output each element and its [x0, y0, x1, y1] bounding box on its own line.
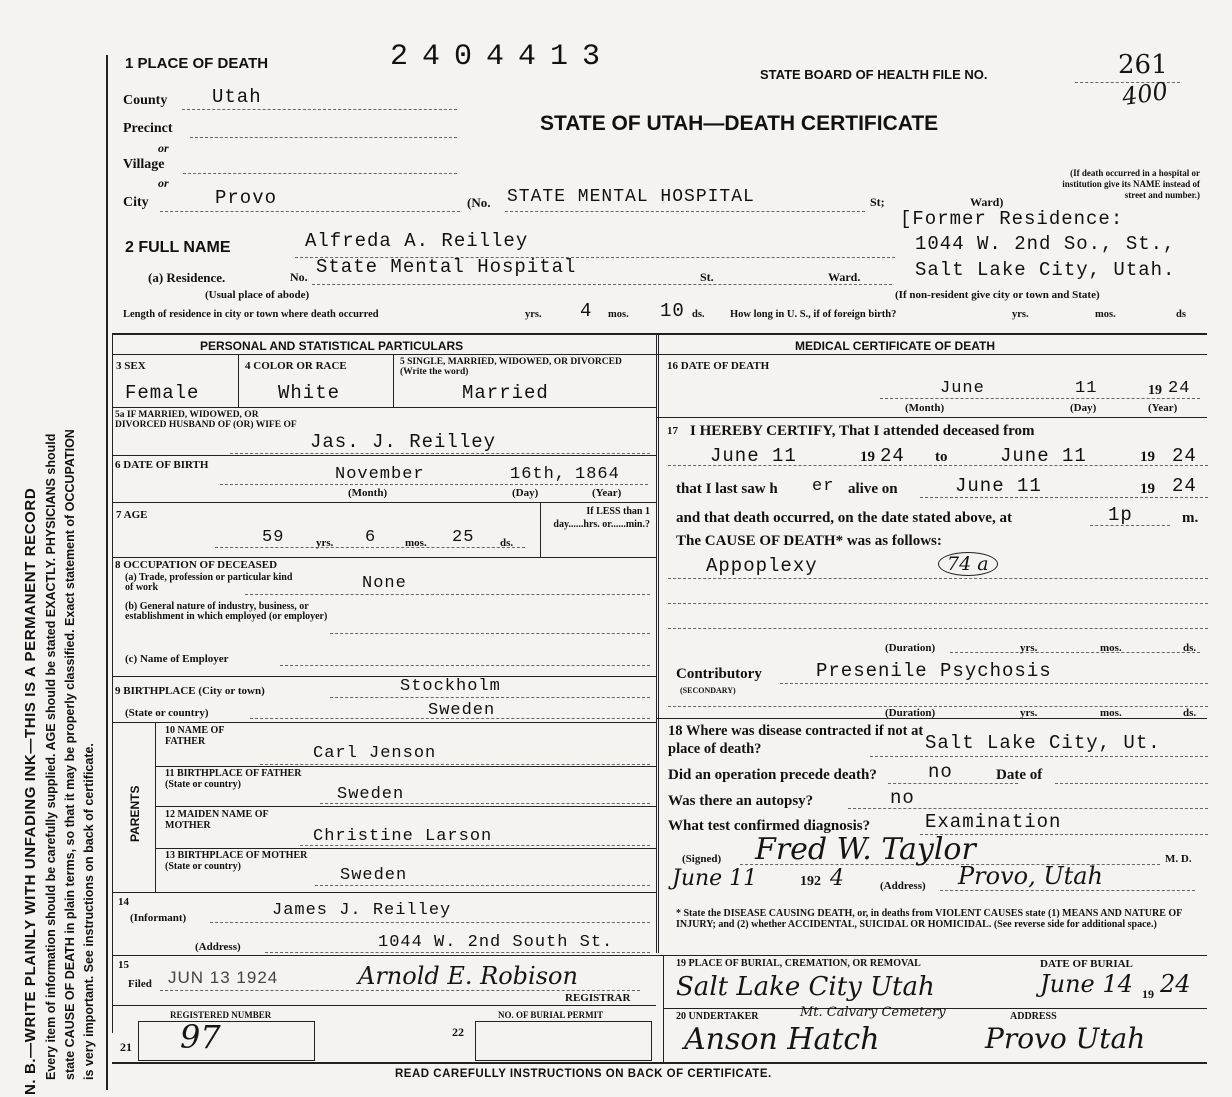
cause-code: 74 a — [938, 552, 998, 576]
dob-year-label: (Year) — [592, 487, 622, 499]
filed-number: 15 — [118, 959, 129, 971]
last-saw-date: June 11 — [955, 475, 1042, 497]
autopsy-value: no — [890, 787, 915, 809]
residence-value: State Mental Hospital — [316, 256, 577, 278]
duration-yrs-2: yrs. — [1020, 707, 1038, 719]
former-residence-label: [Former Residence: — [900, 208, 1124, 230]
burial-permit-label: NO. OF BURIAL PERMIT — [498, 1010, 604, 1020]
birthplace-city: Stockholm — [400, 677, 501, 696]
institution-no-label: (No. — [467, 195, 491, 210]
duration-ds-1: ds. — [1183, 642, 1197, 654]
institution-note: (If death occurred in a hospital or institution give its NAME instead of street and number.) — [1062, 168, 1200, 200]
less-than-day-label: If LESS than 1 day......hrs. or......min.? — [553, 506, 650, 530]
disease-where-value: Salt Lake City, Ut. — [925, 732, 1161, 754]
residence-label: (a) Residence. — [148, 270, 226, 285]
sex-value: Female — [125, 382, 200, 404]
city-value: Provo — [215, 187, 278, 209]
dob-month-label: (Month) — [348, 487, 388, 499]
length-residence-label: Length of residence in city or town where death occurred — [123, 309, 379, 320]
duration-label-1: (Duration) — [885, 642, 936, 654]
father-birthplace-value: Sweden — [337, 785, 405, 804]
city-label: City — [123, 195, 149, 210]
cause-value: Appoplexy — [706, 555, 818, 577]
duration-mos-1: mos. — [1100, 642, 1122, 654]
age-yrs-label: yrs. — [316, 537, 334, 549]
length-yrs-label: yrs. — [525, 309, 542, 320]
cause-label: The CAUSE OF DEATH* was as follows: — [676, 533, 942, 549]
spouse-label: 5a IF MARRIED, WIDOWED, OR DIVORCED HUSBAND OF (OR) WIFE OF — [115, 410, 297, 430]
county-label: County — [123, 93, 168, 108]
registered-number-value: 97 — [180, 1018, 221, 1056]
age-mos-label: mos. — [405, 537, 427, 549]
residence-st-label: St. — [700, 270, 714, 284]
dob-label: 6 DATE OF BIRTH — [115, 459, 209, 471]
or-label-2: or — [158, 176, 169, 190]
institution-ward-label: Ward) — [970, 195, 1004, 209]
dod-day: 11 — [1075, 379, 1098, 398]
length-ds-label: ds. — [692, 309, 705, 320]
last-saw-er: er — [812, 477, 835, 496]
death-time: 1p — [1108, 504, 1133, 526]
village-label: Village — [123, 157, 165, 172]
informant-address-value: 1044 W. 2nd South St. — [378, 933, 614, 952]
full-name-value: Alfreda A. Reilley — [305, 230, 529, 252]
certify-text: I HEREBY CERTIFY, That I attended deceased from — [690, 423, 1035, 439]
burial-place-value: Salt Lake City Utah — [676, 972, 935, 1002]
race-label: 4 COLOR OR RACE — [245, 360, 347, 372]
place-of-death-label: 1 PLACE OF DEATH — [125, 55, 269, 72]
dob-day: 16th, — [510, 465, 567, 484]
certify-number: 17 — [667, 425, 678, 437]
filed-date-stamp: JUN 13 1924 — [168, 968, 279, 987]
registered-number-box — [138, 1021, 315, 1061]
death-time-m: m. — [1182, 510, 1199, 526]
informant-address-label: (Address) — [195, 941, 241, 953]
signed-year: 4 — [830, 866, 844, 891]
marital-label: 5 SINGLE, MARRIED, WIDOWED, OR DIVORCED (Write the word) — [400, 357, 622, 377]
certificate-title: STATE OF UTAH—DEATH CERTIFICATE — [540, 112, 939, 135]
informant-value: James J. Reilley — [272, 901, 452, 920]
attended-to-century: 19 — [1140, 449, 1155, 465]
dod-month: June — [940, 379, 985, 398]
file-number-stamp: 2404413 — [390, 40, 615, 74]
father-label: 10 NAME OF FATHER — [165, 725, 225, 747]
duration-mos-2: mos. — [1100, 707, 1122, 719]
date-of-label: Date of — [996, 767, 1043, 783]
dod-day-label: (Day) — [1070, 402, 1097, 414]
cause-footnote: * State the DISEASE CAUSING DEATH, or, in deaths from VIOLENT CAUSES state (1) MEANS AND NATURE OF INJURY; and (2) whether ACCIDENTAL, SUICIDAL OR HOMICIDAL. (See reverse side for additional space.) — [676, 908, 1182, 930]
state-country-label: (State or country) — [125, 707, 209, 719]
disease-where-label: 18 Where was disease contracted if not at place of death? — [668, 723, 924, 757]
former-residence-street: 1044 W. 2nd So., St., — [915, 233, 1176, 255]
registered-number-label: REGISTERED NUMBER — [170, 1010, 272, 1020]
sex-label: 3 SEX — [116, 360, 146, 372]
physician-address-label: (Address) — [880, 880, 926, 892]
age-label: 7 AGE — [116, 509, 148, 521]
dod-year: 24 — [1168, 379, 1191, 398]
age-months: 6 — [365, 528, 377, 547]
dod-century: 19 — [1148, 383, 1162, 398]
dob-day-label: (Day) — [512, 487, 539, 499]
md-label: M. D. — [1165, 853, 1192, 865]
former-residence-city: Salt Lake City, Utah. — [915, 259, 1176, 281]
father-birthplace-label: 11 BIRTHPLACE OF FATHER (State or country) — [165, 768, 302, 790]
undertaker-value: Anson Hatch — [684, 1022, 880, 1057]
dob-year: 1864 — [575, 465, 620, 484]
age-ds-label: ds. — [500, 537, 514, 549]
length-mos-label: mos. — [608, 309, 629, 320]
occupation-a-label: (a) Trade, profession or particular kind of work — [125, 572, 293, 593]
burial-place-label: 19 PLACE OF BURIAL, CREMATION, OR REMOVAL — [676, 958, 921, 969]
last-saw-year: 24 — [1172, 475, 1197, 497]
institution-st-label: St; — [870, 195, 885, 209]
age-days: 25 — [452, 528, 475, 547]
operation-value: no — [928, 761, 953, 783]
residence-ward-label: Ward. — [828, 270, 861, 284]
alive-on-label: alive on — [848, 481, 898, 497]
mother-value: Christine Larson — [313, 827, 493, 846]
board-file-label: STATE BOARD OF HEALTH FILE NO. — [760, 67, 988, 82]
secondary-label: (SECONDARY) — [680, 686, 736, 695]
parents-label: PARENTS — [128, 785, 142, 842]
test-value: Examination — [925, 811, 1062, 833]
burial-permit-box — [475, 1021, 652, 1061]
medical-section-title: MEDICAL CERTIFICATE OF DEATH — [795, 339, 995, 353]
employer-label: (c) Name of Employer — [125, 653, 229, 665]
precinct-label: Precinct — [123, 121, 173, 136]
duration-yrs-1: yrs. — [1020, 642, 1038, 654]
side-instruction-line-2: Every item of information should be carefully supplied. AGE should be stated EXACTLY. PHYSICIANS should — [44, 433, 58, 1080]
registrar-label: REGISTRAR — [565, 992, 631, 1004]
signed-label: (Signed) — [682, 853, 722, 865]
residence-no-label: No. — [290, 270, 308, 284]
personal-section-title: PERSONAL AND STATISTICAL PARTICULARS — [200, 339, 464, 353]
burial-date: June 14 — [1040, 970, 1133, 998]
registrar-signature: Arnold E. Robison — [358, 962, 578, 990]
last-saw-text: that I last saw h — [676, 481, 778, 497]
attended-to: June 11 — [1000, 445, 1087, 467]
burial-date-label: DATE OF BURIAL — [1040, 958, 1133, 970]
or-label-1: or — [158, 141, 169, 155]
undertaker-address: Provo Utah — [985, 1022, 1146, 1055]
attended-from-year: 24 — [880, 445, 905, 467]
contributory-value: Presenile Psychosis — [816, 660, 1052, 682]
cemetery-value: Mt. Calvary Cemetery — [800, 1005, 946, 1020]
occupation-b-label: (b) General nature of industry, business, or establishment in which employed (or employer) — [125, 601, 328, 622]
registered-number-num: 21 — [120, 1040, 132, 1054]
test-label: What test confirmed diagnosis? — [668, 818, 871, 834]
county-value: Utah — [212, 86, 262, 108]
duration-label-2: (Duration) — [885, 707, 936, 719]
father-value: Carl Jenson — [313, 744, 437, 763]
burial-century: 19 — [1142, 987, 1154, 1001]
foreign-birth-label: How long in U. S., if of foreign birth? — [730, 309, 897, 320]
duration-ds-2: ds. — [1183, 707, 1197, 719]
foreign-yrs-label: yrs. — [1012, 309, 1029, 320]
last-saw-century: 19 — [1140, 481, 1155, 497]
contributory-label: Contributory — [676, 666, 762, 682]
marital-value: Married — [462, 382, 549, 404]
side-instruction-line-1: N. B.—WRITE PLAINLY WITH UNFADING INK—THIS IS A PERMANENT RECORD — [22, 487, 39, 1095]
mother-birthplace-label: 13 BIRTHPLACE OF MOTHER (State or country) — [165, 850, 308, 872]
attended-from: June 11 — [710, 445, 797, 467]
length-days-value: 10 — [660, 300, 685, 322]
foreign-ds-label: ds — [1176, 309, 1186, 320]
institution-value: STATE MENTAL HOSPITAL — [507, 187, 755, 207]
operation-label: Did an operation precede death? — [668, 767, 877, 783]
board-file-number: 261 — [1118, 50, 1168, 80]
mother-birthplace-value: Sweden — [340, 866, 408, 885]
nonresident-note: (If non-resident give city or town and State) — [895, 289, 1100, 301]
length-months-value: 4 — [580, 300, 593, 322]
full-name-label: 2 FULL NAME — [125, 239, 231, 256]
usual-abode-label: (Usual place of abode) — [205, 289, 310, 301]
signed-century: 192 — [800, 874, 821, 889]
attended-from-century: 19 — [860, 449, 875, 465]
spouse-value: Jas. J. Reilley — [310, 431, 497, 453]
board-file-alt-number: 400 — [1120, 76, 1170, 112]
occupation-label: 8 OCCUPATION OF DECEASED — [115, 559, 278, 571]
dod-label: 16 DATE OF DEATH — [667, 360, 770, 372]
age-years: 59 — [262, 528, 285, 547]
physician-address: Provo, Utah — [958, 862, 1103, 890]
dod-month-label: (Month) — [905, 402, 945, 414]
filed-label: Filed — [128, 978, 152, 990]
birthplace-country: Sweden — [428, 701, 496, 720]
dod-year-label: (Year) — [1148, 402, 1178, 414]
undertaker-label: 20 UNDERTAKER — [676, 1011, 759, 1022]
undertaker-address-label: ADDRESS — [1010, 1011, 1057, 1022]
signed-date: June 11 — [672, 866, 758, 891]
instructions-footer: READ CAREFULLY INSTRUCTIONS ON BACK OF CERTIFICATE. — [395, 1068, 772, 1080]
foreign-mos-label: mos. — [1095, 309, 1116, 320]
attended-to-year: 24 — [1172, 445, 1197, 467]
attended-to-label: to — [935, 449, 948, 465]
autopsy-label: Was there an autopsy? — [668, 793, 814, 809]
occurred-text: and that death occurred, on the date stated above, at — [676, 510, 1012, 526]
side-instruction-line-4: is very important. See instructions on back of certificate. — [82, 743, 96, 1080]
informant-number: 14 — [118, 896, 129, 908]
dob-month: November — [335, 465, 425, 484]
mother-label: 12 MAIDEN NAME OF MOTHER — [165, 809, 269, 831]
birthplace-label: 9 BIRTHPLACE (City or town) — [115, 685, 265, 697]
race-value: White — [278, 382, 341, 404]
physician-signature: Fred W. Taylor — [755, 832, 976, 867]
informant-label: (Informant) — [130, 912, 187, 924]
burial-year: 24 — [1160, 970, 1191, 998]
burial-permit-num: 22 — [452, 1025, 464, 1039]
occupation-value: None — [362, 574, 407, 593]
side-instruction-line-3: state CAUSE OF DEATH in plain terms, so that it may be properly classified. Exact statement of OCCUPATION — [63, 429, 77, 1080]
